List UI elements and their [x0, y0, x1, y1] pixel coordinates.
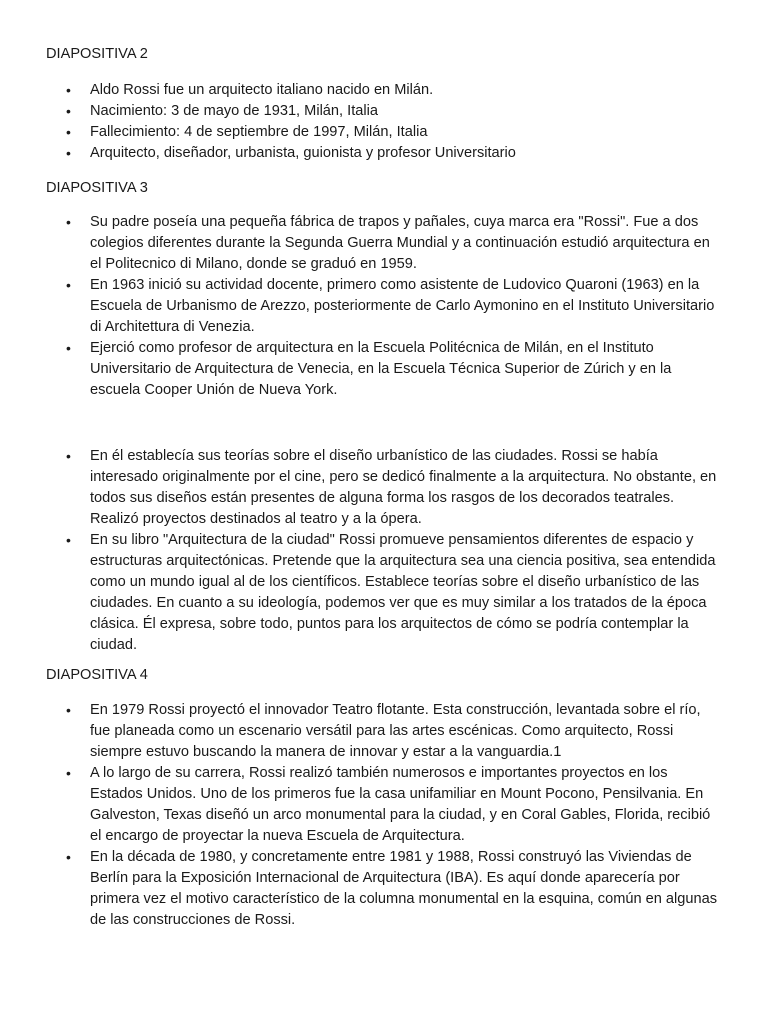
- list-item: • Fallecimiento: 4 de septiembre de 1997, Milán, Italia: [0, 122, 722, 143]
- bullet-icon: •: [66, 145, 71, 161]
- bullet-list-diapositiva-3: [0, 212, 722, 401]
- bullet-icon: •: [66, 124, 71, 140]
- bullet-list-diapositiva-4: [0, 700, 722, 931]
- list-item: • A lo largo de su carrera, Rossi realizó también numerosos e importantes proyectos en los Estados Unidos. Uno de los primeros fue la casa unifamiliar en Mount Pocono, Pensilvania. En Galveston, Texas diseñó un arco monumental para la ciudad, y en Coral Gables, Florida, recibió el encargo de proyectar la nueva Escuela de Arquitectura.: [66, 765, 711, 844]
- list-item: • En su libro "Arquitectura de la ciudad" Rossi promueve pensamientos diferentes de espacio y estructuras arquitectónicas. Pretende que la arquitectura sea una ciencia positiva, sea entendida como un mundo igual al de los científicos. Establece teorías sobre el diseño urbanístico de las ciudades. En cuanto a su ideología, podemos ver que es muy similar a los tratados de la época clásica. Él expresa, sobre todo, puntos para los arquitectos de cómo se podría contemplar la ciudad.: [66, 532, 716, 653]
- list-item: • En 1963 inició su actividad docente, primero como asistente de Ludovico Quaroni (1963) en la Escuela de Urbanismo de Arezzo, posteriormente de Carlo Aymonino en el Instituto Universitario di Architettura di Venezia.: [66, 277, 715, 335]
- section-heading-diapositiva-2: DIAPOSITIVA 2: [46, 46, 148, 62]
- bullet-icon: •: [66, 765, 71, 781]
- bullet-icon: •: [66, 277, 71, 293]
- bullet-icon: •: [66, 82, 71, 98]
- section-heading-diapositiva-4: DIAPOSITIVA 4: [46, 667, 148, 683]
- bullet-icon: •: [66, 340, 71, 356]
- list-item: • Aldo Rossi fue un arquitecto italiano nacido en Milán.: [0, 80, 722, 101]
- list-item: • Su padre poseía una pequeña fábrica de trapos y pañales, cuya marca era "Rossi". Fue a dos colegios diferentes durante la Segunda Guerra Mundial y a continuación estudió arquitectura en el Politecnico di Milano, donde se graduó en 1959.: [66, 214, 710, 272]
- list-item: • En él establecía sus teorías sobre el diseño urbanístico de las ciudades. Rossi se había interesado originalmente por el cine, pero se dedicó finalmente a la arquitectura. No obstante, en todos sus diseños están presentes de alguna forma los rasgos de los decorados teatrales. Realizó proyectos destinados al teatro y a la ópera.: [66, 448, 717, 527]
- list-item: • Nacimiento: 3 de mayo de 1931, Milán, Italia: [0, 101, 722, 122]
- bullet-icon: •: [66, 849, 71, 865]
- bullet-icon: •: [66, 702, 71, 718]
- section-heading-diapositiva-3: DIAPOSITIVA 3: [46, 180, 148, 196]
- list-item: • En 1979 Rossi proyectó el innovador Teatro flotante. Esta construcción, levantada sobre el río, fue planeada como un escenario versátil para las artes escénicas. Como arquitecto, Rossi siempre estuvo buscando la manera de innovar y estar a la vanguardia.1: [66, 702, 701, 760]
- bullet-icon: •: [66, 214, 71, 230]
- list-item: • En la década de 1980, y concretamente entre 1981 y 1988, Rossi construyó las Viviendas de Berlín para la Exposición Internacional de Arquitectura (IBA). Es aquí donde aparecería por primera vez el motivo característico de la columna monumental en la esquina, común en algunas de las construcciones de Rossi.: [66, 849, 718, 928]
- bullet-icon: •: [66, 448, 71, 464]
- list-item: • Arquitecto, diseñador, urbanista, guionista y profesor Universitario: [0, 143, 722, 164]
- bullet-icon: •: [66, 532, 71, 548]
- bullet-list-diapositiva-3-continued: [0, 446, 722, 656]
- list-item: • Ejerció como profesor de arquitectura en la Escuela Politécnica de Milán, en el Instituto Universitario de Arquitectura de Venecia, en la Escuela Técnica Superior de Zúrich y en la escuela Cooper Unión de Nueva York.: [66, 340, 672, 398]
- bullet-icon: •: [66, 103, 71, 119]
- bullet-list-diapositiva-2: [0, 80, 722, 164]
